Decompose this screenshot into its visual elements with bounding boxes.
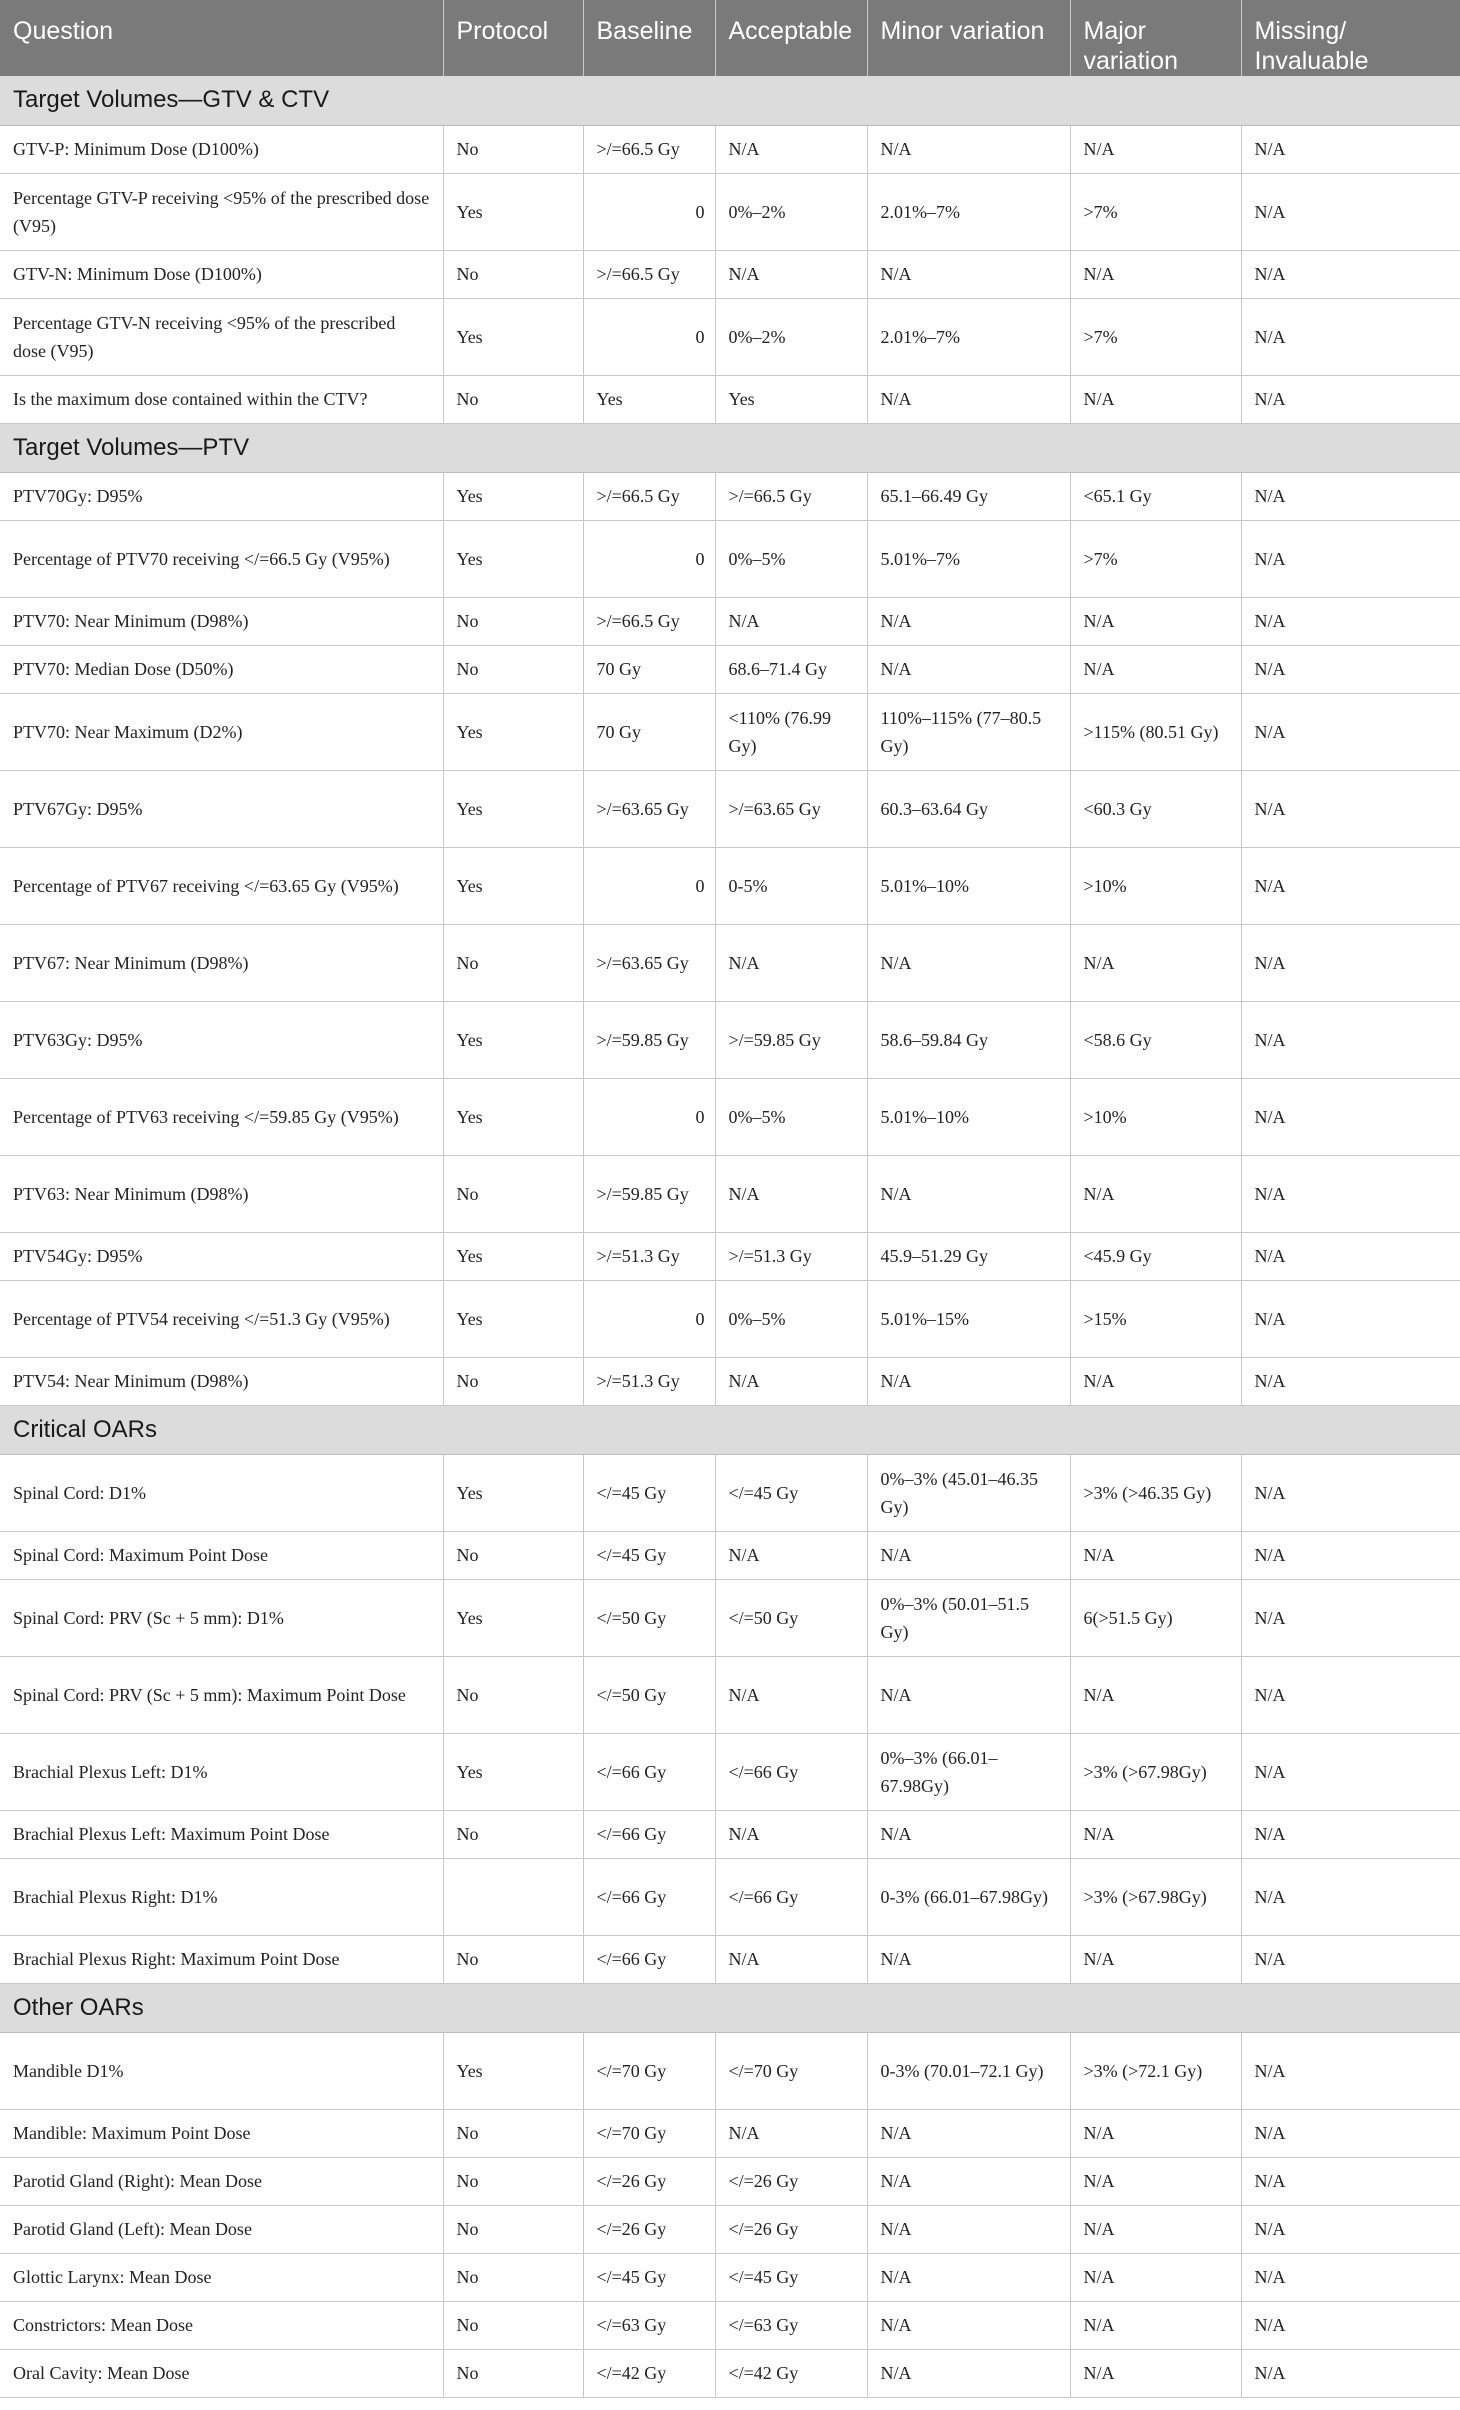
question-cell: Percentage of PTV67 receiving </=63.65 Gy (V95%): [0, 847, 443, 924]
table-row: [0, 1357, 1460, 1405]
missing-cell: N/A: [1241, 375, 1460, 423]
missing-cell: N/A: [1241, 924, 1460, 1001]
missing-cell: N/A: [1241, 1232, 1460, 1280]
major-variation-cell: N/A: [1070, 250, 1241, 298]
table-row: [0, 173, 1460, 250]
baseline-cell: >/=63.65 Gy: [583, 770, 715, 847]
table-row: [0, 1454, 1460, 1531]
acceptable-cell: >/=51.3 Gy: [715, 1232, 867, 1280]
table-row: [0, 2157, 1460, 2205]
baseline-cell: >/=66.5 Gy: [583, 250, 715, 298]
missing-cell: N/A: [1241, 2253, 1460, 2301]
protocol-cell: No: [443, 1531, 583, 1579]
missing-cell: N/A: [1241, 645, 1460, 693]
missing-cell: N/A: [1241, 1579, 1460, 1656]
question-cell: Glottic Larynx: Mean Dose: [0, 2253, 443, 2301]
protocol-cell: No: [443, 597, 583, 645]
major-variation-cell: N/A: [1070, 375, 1241, 423]
protocol-cell: No: [443, 1656, 583, 1733]
minor-variation-cell: 5.01%–10%: [867, 1078, 1070, 1155]
major-variation-cell: >10%: [1070, 1078, 1241, 1155]
question-cell: PTV54: Near Minimum (D98%): [0, 1357, 443, 1405]
baseline-cell: </=26 Gy: [583, 2205, 715, 2253]
protocol-cell: Yes: [443, 693, 583, 770]
question-cell: PTV67Gy: D95%: [0, 770, 443, 847]
protocol-cell: [443, 1858, 583, 1935]
baseline-cell: 0: [583, 847, 715, 924]
protocol-cell: Yes: [443, 1454, 583, 1531]
minor-variation-cell: 0-3% (70.01–72.1 Gy): [867, 2032, 1070, 2109]
acceptable-cell: 0%–2%: [715, 173, 867, 250]
major-variation-cell: N/A: [1070, 1810, 1241, 1858]
table-row: [0, 1935, 1460, 1983]
minor-variation-cell: 58.6–59.84 Gy: [867, 1001, 1070, 1078]
minor-variation-cell: 5.01%–7%: [867, 520, 1070, 597]
question-cell: PTV54Gy: D95%: [0, 1232, 443, 1280]
baseline-cell: >/=51.3 Gy: [583, 1232, 715, 1280]
baseline-cell: </=66 Gy: [583, 1858, 715, 1935]
baseline-cell: </=70 Gy: [583, 2109, 715, 2157]
minor-variation-cell: N/A: [867, 125, 1070, 173]
major-variation-cell: >3% (>67.98Gy): [1070, 1733, 1241, 1810]
protocol-cell: No: [443, 2109, 583, 2157]
major-variation-cell: >7%: [1070, 298, 1241, 375]
major-variation-cell: N/A: [1070, 1531, 1241, 1579]
table-row: [0, 472, 1460, 520]
missing-cell: N/A: [1241, 1001, 1460, 1078]
protocol-cell: Yes: [443, 472, 583, 520]
baseline-cell: </=50 Gy: [583, 1656, 715, 1733]
acceptable-cell: </=26 Gy: [715, 2205, 867, 2253]
protocol-cell: No: [443, 924, 583, 1001]
table-row: [0, 2253, 1460, 2301]
missing-cell: N/A: [1241, 1357, 1460, 1405]
question-cell: Percentage of PTV70 receiving </=66.5 Gy (V95%): [0, 520, 443, 597]
major-variation-cell: >10%: [1070, 847, 1241, 924]
minor-variation-cell: N/A: [867, 1155, 1070, 1232]
baseline-cell: 0: [583, 1280, 715, 1357]
baseline-cell: </=45 Gy: [583, 2253, 715, 2301]
table-row: [0, 1733, 1460, 1810]
major-variation-cell: N/A: [1070, 924, 1241, 1001]
question-cell: Parotid Gland (Left): Mean Dose: [0, 2205, 443, 2253]
question-cell: Mandible: Maximum Point Dose: [0, 2109, 443, 2157]
section-title: Other OARs: [0, 1983, 1460, 2032]
acceptable-cell: Yes: [715, 375, 867, 423]
section-header-row: [0, 1983, 1460, 2032]
question-cell: PTV70: Near Maximum (D2%): [0, 693, 443, 770]
baseline-cell: 0: [583, 520, 715, 597]
acceptable-cell: </=45 Gy: [715, 2253, 867, 2301]
major-variation-cell: >7%: [1070, 173, 1241, 250]
acceptable-cell: N/A: [715, 1155, 867, 1232]
acceptable-cell: N/A: [715, 1810, 867, 1858]
missing-cell: N/A: [1241, 1078, 1460, 1155]
acceptable-cell: 0%–2%: [715, 298, 867, 375]
acceptable-cell: </=50 Gy: [715, 1579, 867, 1656]
baseline-cell: >/=66.5 Gy: [583, 125, 715, 173]
question-cell: Percentage of PTV63 receiving </=59.85 Gy (V95%): [0, 1078, 443, 1155]
minor-variation-cell: N/A: [867, 1357, 1070, 1405]
section-header-row: [0, 76, 1460, 125]
acceptable-cell: N/A: [715, 250, 867, 298]
column-header-acceptable: Acceptable: [715, 0, 867, 76]
baseline-cell: </=66 Gy: [583, 1935, 715, 1983]
major-variation-cell: >115% (80.51 Gy): [1070, 693, 1241, 770]
column-header-missing: Missing/ Invaluable: [1241, 0, 1460, 76]
question-cell: Constrictors: Mean Dose: [0, 2301, 443, 2349]
acceptable-cell: </=70 Gy: [715, 2032, 867, 2109]
question-cell: PTV70: Near Minimum (D98%): [0, 597, 443, 645]
table-row: [0, 2349, 1460, 2397]
question-cell: PTV63: Near Minimum (D98%): [0, 1155, 443, 1232]
section-title: Target Volumes—PTV: [0, 423, 1460, 472]
baseline-cell: >/=59.85 Gy: [583, 1001, 715, 1078]
question-cell: Spinal Cord: PRV (Sc + 5 mm): Maximum Point Dose: [0, 1656, 443, 1733]
baseline-cell: </=26 Gy: [583, 2157, 715, 2205]
acceptable-cell: <110% (76.99 Gy): [715, 693, 867, 770]
minor-variation-cell: N/A: [867, 1531, 1070, 1579]
acceptable-cell: N/A: [715, 924, 867, 1001]
minor-variation-cell: 110%–115% (77–80.5 Gy): [867, 693, 1070, 770]
major-variation-cell: N/A: [1070, 2157, 1241, 2205]
protocol-cell: No: [443, 1155, 583, 1232]
baseline-cell: </=66 Gy: [583, 1810, 715, 1858]
missing-cell: N/A: [1241, 2032, 1460, 2109]
major-variation-cell: >7%: [1070, 520, 1241, 597]
minor-variation-cell: 2.01%–7%: [867, 298, 1070, 375]
question-cell: Spinal Cord: Maximum Point Dose: [0, 1531, 443, 1579]
protocol-cell: Yes: [443, 2032, 583, 2109]
missing-cell: N/A: [1241, 770, 1460, 847]
minor-variation-cell: 0%–3% (66.01–67.98Gy): [867, 1733, 1070, 1810]
table-row: [0, 1531, 1460, 1579]
table-row: [0, 2032, 1460, 2109]
protocol-cell: No: [443, 645, 583, 693]
acceptable-cell: >/=63.65 Gy: [715, 770, 867, 847]
acceptable-cell: N/A: [715, 1935, 867, 1983]
table-row: [0, 520, 1460, 597]
protocol-cell: Yes: [443, 1579, 583, 1656]
major-variation-cell: N/A: [1070, 1155, 1241, 1232]
acceptable-cell: N/A: [715, 125, 867, 173]
baseline-cell: 70 Gy: [583, 645, 715, 693]
protocol-cell: No: [443, 2349, 583, 2397]
minor-variation-cell: N/A: [867, 924, 1070, 1001]
baseline-cell: 70 Gy: [583, 693, 715, 770]
major-variation-cell: 6(>51.5 Gy): [1070, 1579, 1241, 1656]
protocol-cell: No: [443, 2157, 583, 2205]
protocol-cell: Yes: [443, 520, 583, 597]
section-title: Critical OARs: [0, 1405, 1460, 1454]
table-body: [0, 76, 1460, 2397]
missing-cell: N/A: [1241, 1280, 1460, 1357]
minor-variation-cell: 0%–3% (50.01–51.5 Gy): [867, 1579, 1070, 1656]
acceptable-cell: N/A: [715, 1656, 867, 1733]
question-cell: Is the maximum dose contained within the CTV?: [0, 375, 443, 423]
table-row: [0, 1155, 1460, 1232]
major-variation-cell: >3% (>46.35 Gy): [1070, 1454, 1241, 1531]
major-variation-cell: >3% (>72.1 Gy): [1070, 2032, 1241, 2109]
acceptable-cell: >/=66.5 Gy: [715, 472, 867, 520]
minor-variation-cell: 45.9–51.29 Gy: [867, 1232, 1070, 1280]
acceptable-cell: 0-5%: [715, 847, 867, 924]
minor-variation-cell: N/A: [867, 2253, 1070, 2301]
table-row: [0, 1579, 1460, 1656]
minor-variation-cell: 0%–3% (45.01–46.35 Gy): [867, 1454, 1070, 1531]
table-row: [0, 2205, 1460, 2253]
acceptable-cell: 0%–5%: [715, 1078, 867, 1155]
acceptable-cell: >/=59.85 Gy: [715, 1001, 867, 1078]
missing-cell: N/A: [1241, 597, 1460, 645]
major-variation-cell: N/A: [1070, 1935, 1241, 1983]
minor-variation-cell: 5.01%–10%: [867, 847, 1070, 924]
acceptable-cell: 68.6–71.4 Gy: [715, 645, 867, 693]
question-cell: Spinal Cord: D1%: [0, 1454, 443, 1531]
major-variation-cell: N/A: [1070, 2205, 1241, 2253]
question-cell: Brachial Plexus Right: D1%: [0, 1858, 443, 1935]
question-cell: Parotid Gland (Right): Mean Dose: [0, 2157, 443, 2205]
protocol-cell: No: [443, 1810, 583, 1858]
table-row: [0, 693, 1460, 770]
baseline-cell: </=45 Gy: [583, 1531, 715, 1579]
protocol-cell: No: [443, 2205, 583, 2253]
minor-variation-cell: N/A: [867, 1810, 1070, 1858]
baseline-cell: 0: [583, 1078, 715, 1155]
table-row: [0, 375, 1460, 423]
minor-variation-cell: N/A: [867, 1656, 1070, 1733]
table-row: [0, 1232, 1460, 1280]
table-row: [0, 1810, 1460, 1858]
minor-variation-cell: N/A: [867, 375, 1070, 423]
missing-cell: N/A: [1241, 250, 1460, 298]
minor-variation-cell: 5.01%–15%: [867, 1280, 1070, 1357]
column-header-minor-variation: Minor variation: [867, 0, 1070, 76]
header-row: [0, 0, 1460, 76]
protocol-cell: Yes: [443, 1001, 583, 1078]
missing-cell: N/A: [1241, 2109, 1460, 2157]
missing-cell: N/A: [1241, 1733, 1460, 1810]
missing-cell: N/A: [1241, 2157, 1460, 2205]
question-cell: Oral Cavity: Mean Dose: [0, 2349, 443, 2397]
acceptable-cell: </=66 Gy: [715, 1858, 867, 1935]
acceptable-cell: </=45 Gy: [715, 1454, 867, 1531]
table-row: [0, 1656, 1460, 1733]
question-cell: Brachial Plexus Left: Maximum Point Dose: [0, 1810, 443, 1858]
question-cell: Mandible D1%: [0, 2032, 443, 2109]
minor-variation-cell: 0-3% (66.01–67.98Gy): [867, 1858, 1070, 1935]
major-variation-cell: N/A: [1070, 597, 1241, 645]
missing-cell: N/A: [1241, 1935, 1460, 1983]
minor-variation-cell: N/A: [867, 597, 1070, 645]
missing-cell: N/A: [1241, 1656, 1460, 1733]
major-variation-cell: N/A: [1070, 1656, 1241, 1733]
missing-cell: N/A: [1241, 1155, 1460, 1232]
column-header-major-variation: Major variation: [1070, 0, 1241, 76]
missing-cell: N/A: [1241, 1810, 1460, 1858]
baseline-cell: >/=66.5 Gy: [583, 472, 715, 520]
missing-cell: N/A: [1241, 2205, 1460, 2253]
acceptable-cell: </=26 Gy: [715, 2157, 867, 2205]
major-variation-cell: <60.3 Gy: [1070, 770, 1241, 847]
minor-variation-cell: 60.3–63.64 Gy: [867, 770, 1070, 847]
question-cell: PTV70Gy: D95%: [0, 472, 443, 520]
missing-cell: N/A: [1241, 1858, 1460, 1935]
protocol-cell: No: [443, 1935, 583, 1983]
protocol-cell: Yes: [443, 1232, 583, 1280]
baseline-cell: </=45 Gy: [583, 1454, 715, 1531]
question-cell: Percentage of PTV54 receiving </=51.3 Gy (V95%): [0, 1280, 443, 1357]
major-variation-cell: N/A: [1070, 2301, 1241, 2349]
table-row: [0, 125, 1460, 173]
acceptable-cell: </=63 Gy: [715, 2301, 867, 2349]
acceptable-cell: 0%–5%: [715, 520, 867, 597]
column-header-question: Question: [0, 0, 443, 76]
major-variation-cell: <65.1 Gy: [1070, 472, 1241, 520]
baseline-cell: >/=63.65 Gy: [583, 924, 715, 1001]
question-cell: Percentage GTV-P receiving <95% of the prescribed dose (V95): [0, 173, 443, 250]
missing-cell: N/A: [1241, 173, 1460, 250]
baseline-cell: </=70 Gy: [583, 2032, 715, 2109]
minor-variation-cell: 65.1–66.49 Gy: [867, 472, 1070, 520]
protocol-cell: No: [443, 1357, 583, 1405]
protocol-cell: No: [443, 125, 583, 173]
protocol-cell: No: [443, 250, 583, 298]
baseline-cell: >/=59.85 Gy: [583, 1155, 715, 1232]
question-cell: PTV70: Median Dose (D50%): [0, 645, 443, 693]
missing-cell: N/A: [1241, 298, 1460, 375]
minor-variation-cell: N/A: [867, 2301, 1070, 2349]
baseline-cell: </=42 Gy: [583, 2349, 715, 2397]
protocol-cell: Yes: [443, 1078, 583, 1155]
protocol-cell: No: [443, 2301, 583, 2349]
missing-cell: N/A: [1241, 520, 1460, 597]
acceptable-cell: N/A: [715, 1531, 867, 1579]
acceptable-cell: N/A: [715, 1357, 867, 1405]
minor-variation-cell: N/A: [867, 2157, 1070, 2205]
protocol-cell: Yes: [443, 770, 583, 847]
minor-variation-cell: N/A: [867, 2205, 1070, 2253]
section-header-row: [0, 423, 1460, 472]
acceptable-cell: N/A: [715, 2109, 867, 2157]
minor-variation-cell: N/A: [867, 250, 1070, 298]
question-cell: PTV67: Near Minimum (D98%): [0, 924, 443, 1001]
missing-cell: N/A: [1241, 1531, 1460, 1579]
missing-cell: N/A: [1241, 693, 1460, 770]
table-row: [0, 2109, 1460, 2157]
baseline-cell: </=63 Gy: [583, 2301, 715, 2349]
table-row: [0, 847, 1460, 924]
question-cell: Brachial Plexus Right: Maximum Point Dose: [0, 1935, 443, 1983]
missing-cell: N/A: [1241, 1454, 1460, 1531]
protocol-cell: Yes: [443, 847, 583, 924]
protocol-cell: Yes: [443, 173, 583, 250]
table-row: [0, 1078, 1460, 1155]
table-row: [0, 1001, 1460, 1078]
question-cell: Spinal Cord: PRV (Sc + 5 mm): D1%: [0, 1579, 443, 1656]
question-cell: GTV-P: Minimum Dose (D100%): [0, 125, 443, 173]
baseline-cell: 0: [583, 298, 715, 375]
major-variation-cell: N/A: [1070, 1357, 1241, 1405]
section-header-row: [0, 1405, 1460, 1454]
baseline-cell: >/=66.5 Gy: [583, 597, 715, 645]
missing-cell: N/A: [1241, 472, 1460, 520]
baseline-cell: </=50 Gy: [583, 1579, 715, 1656]
major-variation-cell: N/A: [1070, 2109, 1241, 2157]
acceptable-cell: 0%–5%: [715, 1280, 867, 1357]
missing-cell: N/A: [1241, 2301, 1460, 2349]
major-variation-cell: <58.6 Gy: [1070, 1001, 1241, 1078]
acceptable-cell: </=42 Gy: [715, 2349, 867, 2397]
acceptable-cell: </=66 Gy: [715, 1733, 867, 1810]
table-row: [0, 250, 1460, 298]
protocol-cell: Yes: [443, 1733, 583, 1810]
table-row: [0, 298, 1460, 375]
protocol-cell: No: [443, 2253, 583, 2301]
column-header-baseline: Baseline: [583, 0, 715, 76]
major-variation-cell: N/A: [1070, 645, 1241, 693]
baseline-cell: >/=51.3 Gy: [583, 1357, 715, 1405]
question-cell: Percentage GTV-N receiving <95% of the prescribed dose (V95): [0, 298, 443, 375]
question-cell: PTV63Gy: D95%: [0, 1001, 443, 1078]
major-variation-cell: N/A: [1070, 125, 1241, 173]
protocol-cell: No: [443, 375, 583, 423]
major-variation-cell: <45.9 Gy: [1070, 1232, 1241, 1280]
major-variation-cell: N/A: [1070, 2349, 1241, 2397]
table-row: [0, 597, 1460, 645]
protocol-cell: Yes: [443, 1280, 583, 1357]
table-row: [0, 645, 1460, 693]
question-cell: GTV-N: Minimum Dose (D100%): [0, 250, 443, 298]
table-row: [0, 1858, 1460, 1935]
baseline-cell: 0: [583, 173, 715, 250]
question-cell: Brachial Plexus Left: D1%: [0, 1733, 443, 1810]
major-variation-cell: N/A: [1070, 2253, 1241, 2301]
minor-variation-cell: N/A: [867, 1935, 1070, 1983]
missing-cell: N/A: [1241, 125, 1460, 173]
baseline-cell: Yes: [583, 375, 715, 423]
minor-variation-cell: 2.01%–7%: [867, 173, 1070, 250]
column-header-protocol: Protocol: [443, 0, 583, 76]
table-row: [0, 1280, 1460, 1357]
minor-variation-cell: N/A: [867, 2349, 1070, 2397]
table-row: [0, 924, 1460, 1001]
acceptable-cell: N/A: [715, 597, 867, 645]
major-variation-cell: >3% (>67.98Gy): [1070, 1858, 1241, 1935]
protocol-cell: Yes: [443, 298, 583, 375]
missing-cell: N/A: [1241, 847, 1460, 924]
minor-variation-cell: N/A: [867, 645, 1070, 693]
minor-variation-cell: N/A: [867, 2109, 1070, 2157]
major-variation-cell: >15%: [1070, 1280, 1241, 1357]
baseline-cell: </=66 Gy: [583, 1733, 715, 1810]
table-row: [0, 770, 1460, 847]
missing-cell: N/A: [1241, 2349, 1460, 2397]
table-row: [0, 2301, 1460, 2349]
section-title: Target Volumes—GTV & CTV: [0, 76, 1460, 125]
